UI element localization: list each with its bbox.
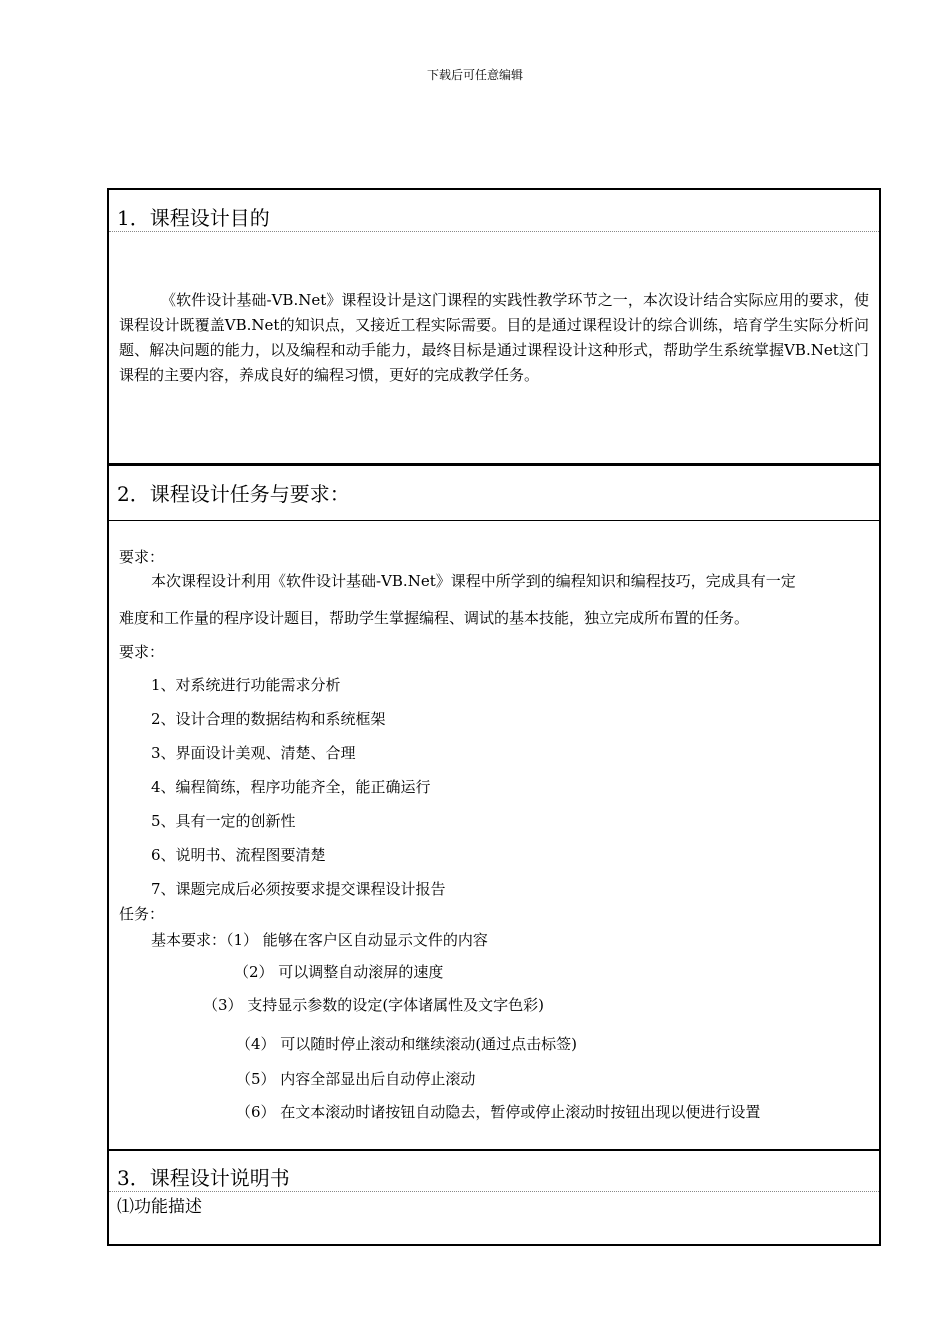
task-item: （2） 可以调整自动滚屏的速度	[234, 963, 444, 981]
section-title: 2．课程设计任务与要求：	[117, 482, 350, 506]
requirement-item: 4、编程简练，程序功能齐全，能正确运行	[151, 778, 431, 796]
task-item: （6） 在文本滚动时诸按钮自动隐去，暂停或停止滚动时按钮出现以便进行设置	[236, 1103, 761, 1121]
section-tasks	[107, 463, 881, 1151]
task-label: 任务：	[119, 905, 165, 923]
intro-text: 难度和工作量的程序设计题目，帮助学生掌握编程、调试的基本技能，独立完成所布置的任务。	[119, 609, 750, 627]
task-item: （3） 支持显示参数的设定(字体诸属性及文字色彩)	[203, 996, 545, 1014]
divider	[109, 1191, 879, 1192]
requirement-item: 1、对系统进行功能需求分析	[151, 676, 341, 694]
task-item: （4） 可以随时停止滚动和继续滚动(通过点击标签)	[236, 1035, 578, 1053]
requirement-item: 3、界面设计美观、清楚、合理	[151, 744, 356, 762]
requirement-label: 要求：	[119, 548, 165, 566]
requirement-item: 2、设计合理的数据结构和系统框架	[151, 710, 386, 728]
divider	[109, 520, 879, 521]
divider	[109, 231, 879, 232]
section-title: 1．课程设计目的	[117, 206, 270, 230]
requirement-item: 5、具有一定的创新性	[151, 812, 296, 830]
intro-text: 本次课程设计利用《软件设计基础-VB.Net》课程中所学到的编程知识和编程技巧，完成具有一定	[151, 572, 796, 590]
page-header: 下载后可任意编辑	[426, 68, 523, 82]
section-purpose	[107, 188, 881, 466]
requirement-item: 6、说明书、流程图要清楚	[151, 846, 326, 864]
task-item: （5） 内容全部显出后自动停止滚动	[236, 1070, 476, 1088]
requirement-item: 7、课题完成后必须按要求提交课程设计报告	[151, 880, 446, 898]
manual-item: ⑴功能描述	[117, 1197, 202, 1217]
section-manual	[107, 1149, 881, 1246]
purpose-paragraph: 《软件设计基础-VB.Net》课程设计是这门课程的实践性教学环节之一，本次设计结合实际应用的要求，使课程设计既覆盖VB.Net的知识点，又接近工程实际需要。目的是通过课程设计的综合训练，培育学生实际分析问题、解决问题的能力，以及编程和动手能力，最终目标是通过课程设计这种形式，帮助学生系统掌握VB.Net这门课程的主要内容，养成良好的编程习惯，更好的完成教学任务。	[119, 291, 869, 384]
section-title: 3．课程设计说明书	[117, 1166, 290, 1190]
task-item: 基本要求：（1） 能够在客户区自动显示文件的内容	[151, 931, 488, 949]
requirement-label: 要求：	[119, 643, 165, 661]
